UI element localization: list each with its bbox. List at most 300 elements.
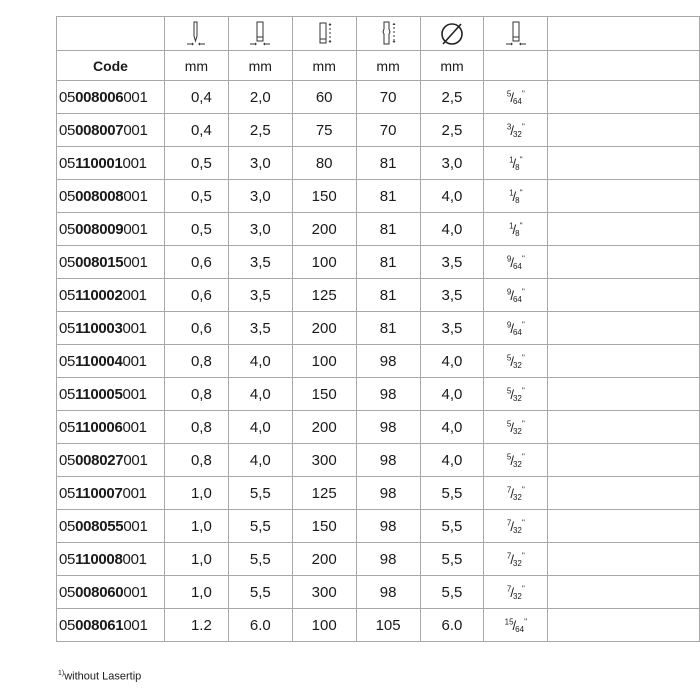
- table-row: [57, 147, 700, 180]
- table-row: [57, 576, 700, 609]
- fraction: [507, 288, 525, 303]
- overall-length-cell: 81: [356, 213, 420, 246]
- inch-mark: '': [521, 518, 525, 528]
- unit-label: mm: [228, 51, 292, 81]
- code-prefix: 05: [59, 352, 76, 370]
- fraction-denominator: 32: [512, 558, 522, 568]
- inch-mark: '': [521, 386, 525, 396]
- code-cell: [57, 411, 165, 444]
- inch-mark: '': [521, 254, 525, 264]
- overall-length-cell: 98: [356, 576, 420, 609]
- fraction-slash: /: [510, 584, 514, 600]
- thickness-cell: [164, 345, 228, 378]
- length-cell: 125: [292, 279, 356, 312]
- code-suffix: 001: [123, 616, 148, 634]
- empty-cell: [548, 213, 700, 246]
- thickness-value: 0,8: [190, 418, 212, 436]
- thickness-value: 0,4: [190, 88, 212, 106]
- overall-length-cell: 98: [356, 510, 420, 543]
- length-cell: 80: [292, 147, 356, 180]
- fraction-slash: /: [510, 452, 514, 468]
- fraction-cell: [484, 477, 548, 510]
- inch-mark: '': [521, 122, 525, 132]
- code-main: 110006: [75, 418, 123, 436]
- fraction-numerator: 7: [506, 584, 512, 594]
- thickness-cell: [164, 246, 228, 279]
- code-main: 008027: [75, 451, 124, 469]
- empty-cell: [548, 477, 700, 510]
- code-cell: [57, 543, 165, 576]
- code-prefix: 05: [59, 88, 76, 106]
- diameter-cell: 5,5: [420, 576, 484, 609]
- width-cell: 5,5: [228, 576, 292, 609]
- code-main: 110001: [75, 154, 123, 172]
- fraction-slash: /: [510, 320, 514, 336]
- table-row: [57, 279, 700, 312]
- code-suffix: 001: [123, 121, 148, 139]
- blade-thickness-icon: [183, 20, 209, 48]
- code-suffix: 001: [122, 550, 147, 568]
- overall-length-cell: 81: [356, 180, 420, 213]
- code-prefix: 05: [59, 616, 76, 634]
- length-cell: 150: [292, 510, 356, 543]
- fraction-numerator: 5: [506, 419, 512, 429]
- fraction: [507, 519, 525, 534]
- diameter-cell: 3,5: [420, 246, 484, 279]
- footnote: [58, 670, 141, 683]
- code-suffix: 001: [122, 385, 147, 403]
- width-cell: 3,0: [228, 180, 292, 213]
- thickness-value: 0,6: [190, 253, 212, 271]
- length-cell: 100: [292, 345, 356, 378]
- fraction-denominator: 32: [512, 492, 522, 502]
- overall-length-cell: 98: [356, 543, 420, 576]
- fraction-numerator: 9: [506, 320, 512, 330]
- fraction-cell: [484, 411, 548, 444]
- table-row: [57, 510, 700, 543]
- empty-header-cell: [548, 17, 700, 51]
- code-main: 110002: [75, 286, 123, 304]
- code-main: 008060: [75, 583, 124, 601]
- table-row: [57, 312, 700, 345]
- fraction: [505, 618, 528, 633]
- width-cell: 5,5: [228, 543, 292, 576]
- fraction-denominator: 32: [512, 360, 522, 370]
- code-prefix: 05: [59, 187, 76, 205]
- spec-table: [56, 16, 700, 642]
- thickness-value: 0,8: [190, 352, 212, 370]
- code-prefix: 05: [59, 418, 76, 436]
- fraction-denominator: 64: [512, 294, 522, 304]
- width-cell: 5,5: [228, 477, 292, 510]
- table-row: [57, 180, 700, 213]
- fraction-slash: /: [510, 287, 514, 303]
- thickness-cell: [164, 510, 228, 543]
- empty-cell: [548, 609, 700, 642]
- empty-cell: [548, 81, 700, 114]
- thickness-value: 0,5: [190, 187, 212, 205]
- fraction-numerator: 1: [509, 188, 514, 198]
- thickness-cell: [164, 180, 228, 213]
- fraction-slash: /: [510, 551, 514, 567]
- code-cell: [57, 345, 165, 378]
- fraction-numerator: 15: [504, 617, 514, 627]
- length-cell: 125: [292, 477, 356, 510]
- thickness-value: 0,5: [190, 154, 212, 172]
- fraction-numerator: 5: [506, 89, 512, 99]
- table-row: [57, 213, 700, 246]
- fraction: [507, 420, 525, 435]
- length-cell: 60: [292, 81, 356, 114]
- code-suffix: 001: [122, 154, 147, 172]
- fraction-denominator: 64: [512, 261, 522, 271]
- fraction-slash: /: [510, 518, 514, 534]
- diameter-cell: 4,0: [420, 378, 484, 411]
- fraction-numerator: 9: [506, 287, 512, 297]
- fraction: [507, 552, 525, 567]
- code-cell: [57, 147, 165, 180]
- inch-mark: '': [521, 584, 525, 594]
- code-suffix: 001: [123, 253, 148, 271]
- fraction-cell: [484, 279, 548, 312]
- width-cell: 6.0: [228, 609, 292, 642]
- overall-length-cell: 98: [356, 378, 420, 411]
- length-cell: 300: [292, 444, 356, 477]
- code-cell: [57, 180, 165, 213]
- thickness-cell: [164, 114, 228, 147]
- code-prefix: 05: [59, 550, 76, 568]
- thickness-value: 1,0: [190, 517, 212, 535]
- code-prefix: 05: [59, 484, 76, 502]
- overall-length-cell: 105: [356, 609, 420, 642]
- table-row: [57, 114, 700, 147]
- fraction-numerator: 5: [506, 452, 512, 462]
- diameter-cell: 4,0: [420, 213, 484, 246]
- fraction-denominator: 64: [512, 96, 522, 106]
- width-cell: 3,5: [228, 312, 292, 345]
- blade-width-header: [228, 17, 292, 51]
- fraction: [507, 255, 525, 270]
- thickness-cell: [164, 213, 228, 246]
- thickness-cell: [164, 279, 228, 312]
- diameter-cell: 3,5: [420, 312, 484, 345]
- length-cell: 200: [292, 411, 356, 444]
- diameter-cell: 2,5: [420, 114, 484, 147]
- fraction-cell: [484, 378, 548, 411]
- fraction-numerator: 3: [506, 122, 512, 132]
- code-suffix: 001: [123, 451, 148, 469]
- fraction-cell: [484, 81, 548, 114]
- table-row: [57, 411, 700, 444]
- diameter-cell: 4,0: [420, 411, 484, 444]
- code-main: 110008: [75, 550, 123, 568]
- inch-mark: '': [519, 155, 523, 165]
- fraction-slash: /: [510, 386, 514, 402]
- fraction-slash: /: [512, 221, 517, 237]
- fraction-denominator: 8: [515, 195, 520, 205]
- code-main: 110005: [75, 385, 123, 403]
- diameter-cell: 5,5: [420, 510, 484, 543]
- empty-cell: [548, 543, 700, 576]
- thickness-cell: [164, 147, 228, 180]
- blade-length-header: [292, 17, 356, 51]
- fraction-denominator: 32: [512, 426, 522, 436]
- overall-length-cell: 81: [356, 312, 420, 345]
- width-cell: 4,0: [228, 345, 292, 378]
- blade-width-icon: [247, 20, 273, 48]
- table-row: [57, 378, 700, 411]
- overall-length-cell: 98: [356, 444, 420, 477]
- thickness-cell: [164, 81, 228, 114]
- blade-length-icon: [311, 20, 337, 48]
- fraction-width-icon: [503, 20, 529, 48]
- code-prefix: 05: [59, 286, 76, 304]
- empty-header-cell: [57, 17, 165, 51]
- fraction: [507, 387, 525, 402]
- inch-mark: '': [521, 419, 525, 429]
- code-main: 008015: [75, 253, 124, 271]
- code-suffix: 001: [123, 187, 148, 205]
- footnote-marker: 1): [58, 670, 65, 677]
- fraction-numerator: 5: [506, 386, 512, 396]
- overall-length-cell: 70: [356, 114, 420, 147]
- length-cell: 100: [292, 609, 356, 642]
- code-prefix: 05: [59, 121, 76, 139]
- fraction-denominator: 64: [515, 624, 525, 634]
- overall-length-cell: 81: [356, 246, 420, 279]
- fraction-slash: /: [510, 353, 514, 369]
- thickness-value: 1,0: [190, 583, 212, 601]
- thickness-cell: [164, 609, 228, 642]
- code-cell: [57, 246, 165, 279]
- thickness-value: 0,8: [190, 385, 212, 403]
- overall-length-cell: 70: [356, 81, 420, 114]
- code-cell: [57, 378, 165, 411]
- diameter-cell: 4,0: [420, 180, 484, 213]
- thickness-value: 1.2: [190, 616, 212, 634]
- width-cell: 3,0: [228, 147, 292, 180]
- diameter-cell: 2,5: [420, 81, 484, 114]
- diameter-icon: [437, 20, 467, 48]
- fraction-cell: [484, 543, 548, 576]
- code-cell: [57, 213, 165, 246]
- fraction: [507, 585, 525, 600]
- diameter-cell: 5,5: [420, 477, 484, 510]
- fraction-numerator: 1: [509, 155, 514, 165]
- fraction-cell: [484, 345, 548, 378]
- length-cell: 300: [292, 576, 356, 609]
- inch-mark: '': [521, 353, 525, 363]
- code-suffix: 001: [123, 220, 148, 238]
- code-cell: [57, 81, 165, 114]
- fraction-slash: /: [512, 188, 517, 204]
- code-suffix: 001: [122, 319, 147, 337]
- table-row: [57, 345, 700, 378]
- length-cell: 150: [292, 378, 356, 411]
- thickness-value: 0,8: [190, 451, 212, 469]
- inch-mark: '': [521, 551, 525, 561]
- thickness-value: 0,5: [190, 220, 212, 238]
- overall-length-cell: 98: [356, 345, 420, 378]
- fraction-cell: [484, 213, 548, 246]
- fraction-numerator: 7: [506, 518, 512, 528]
- inch-mark: '': [524, 617, 528, 627]
- width-cell: 4,0: [228, 378, 292, 411]
- table-row: [57, 543, 700, 576]
- width-cell: 2,0: [228, 81, 292, 114]
- fraction: [507, 321, 525, 336]
- code-main: 110003: [75, 319, 123, 337]
- diameter-cell: 5,5: [420, 543, 484, 576]
- empty-cell: [548, 147, 700, 180]
- code-cell: [57, 114, 165, 147]
- code-prefix: 05: [59, 451, 76, 469]
- fraction-denominator: 64: [512, 327, 522, 337]
- fraction: [507, 453, 525, 468]
- fraction-denominator: 32: [512, 591, 522, 601]
- length-cell: 200: [292, 543, 356, 576]
- fraction-slash: /: [510, 254, 514, 270]
- width-cell: 3,0: [228, 213, 292, 246]
- fraction-slash: /: [510, 485, 514, 501]
- table-row: [57, 444, 700, 477]
- thickness-value: 1,0: [190, 550, 212, 568]
- empty-cell: [548, 345, 700, 378]
- code-cell: [57, 279, 165, 312]
- thickness-value: 1,0: [190, 484, 212, 502]
- empty-cell: [548, 180, 700, 213]
- code-header: Code: [57, 51, 165, 81]
- code-cell: [57, 576, 165, 609]
- table-row: [57, 477, 700, 510]
- empty-cell: [548, 114, 700, 147]
- diameter-header: [420, 17, 484, 51]
- fraction-numerator: 5: [506, 353, 512, 363]
- overall-length-cell: 98: [356, 477, 420, 510]
- diameter-cell: 6.0: [420, 609, 484, 642]
- fraction-width-header: [484, 17, 548, 51]
- code-prefix: 05: [59, 154, 76, 172]
- fraction-numerator: 7: [506, 485, 512, 495]
- empty-cell: [548, 246, 700, 279]
- code-prefix: 05: [59, 319, 76, 337]
- empty-cell: [548, 510, 700, 543]
- fraction-slash: /: [512, 617, 517, 633]
- fraction-cell: [484, 576, 548, 609]
- code-suffix: 001: [122, 352, 147, 370]
- empty-cell: [548, 378, 700, 411]
- fraction-cell: [484, 510, 548, 543]
- fraction-slash: /: [510, 122, 514, 138]
- thickness-cell: [164, 576, 228, 609]
- code-suffix: 001: [123, 88, 148, 106]
- code-main: 008055: [75, 517, 124, 535]
- code-prefix: 05: [59, 220, 76, 238]
- length-cell: 150: [292, 180, 356, 213]
- code-main: 008008: [75, 187, 124, 205]
- width-cell: 2,5: [228, 114, 292, 147]
- thickness-cell: [164, 444, 228, 477]
- fraction-numerator: 7: [506, 551, 512, 561]
- length-cell: 75: [292, 114, 356, 147]
- width-cell: 4,0: [228, 444, 292, 477]
- width-cell: 5,5: [228, 510, 292, 543]
- inch-mark: '': [521, 452, 525, 462]
- code-cell: [57, 477, 165, 510]
- thickness-value: 0,4: [190, 121, 212, 139]
- thickness-cell: [164, 378, 228, 411]
- fraction-denominator: 32: [512, 459, 522, 469]
- fraction-numerator: 1: [509, 221, 514, 231]
- fraction-cell: [484, 312, 548, 345]
- length-cell: 200: [292, 312, 356, 345]
- unit-label: mm: [164, 51, 228, 81]
- code-cell: [57, 510, 165, 543]
- inch-mark: '': [521, 287, 525, 297]
- overall-length-cell: 98: [356, 411, 420, 444]
- fraction: [507, 486, 525, 501]
- code-main: 110007: [75, 484, 123, 502]
- fraction-denominator: 8: [515, 228, 520, 238]
- overall-length-cell: 81: [356, 279, 420, 312]
- table-row: [57, 81, 700, 114]
- unit-label: mm: [356, 51, 420, 81]
- thickness-cell: [164, 477, 228, 510]
- fraction-slash: /: [510, 419, 514, 435]
- empty-cell: [548, 576, 700, 609]
- code-main: 008006: [75, 88, 124, 106]
- fraction-denominator: 32: [512, 525, 522, 535]
- code-cell: [57, 444, 165, 477]
- code-suffix: 001: [123, 517, 148, 535]
- blade-thickness-header: [164, 17, 228, 51]
- fraction-slash: /: [512, 155, 517, 171]
- thickness-value: 0,6: [190, 286, 212, 304]
- icon-header-row: [57, 17, 700, 51]
- fraction: [507, 90, 525, 105]
- footnote-text: without Lasertip: [64, 670, 142, 683]
- inch-mark: '': [521, 320, 525, 330]
- overall-length-header: [356, 17, 420, 51]
- diameter-cell: 3,0: [420, 147, 484, 180]
- thickness-cell: [164, 543, 228, 576]
- thickness-cell: [164, 312, 228, 345]
- unit-header-row: [57, 51, 700, 81]
- width-cell: 3,5: [228, 246, 292, 279]
- code-main: 110004: [75, 352, 123, 370]
- length-cell: 100: [292, 246, 356, 279]
- fraction-cell: [484, 609, 548, 642]
- empty-header-cell: [548, 51, 700, 81]
- overall-length-icon: [375, 20, 401, 48]
- fraction-denominator: 32: [512, 129, 522, 139]
- code-cell: [57, 609, 165, 642]
- table-row: [57, 246, 700, 279]
- fraction-cell: [484, 114, 548, 147]
- inch-mark: '': [519, 188, 523, 198]
- fraction-numerator: 9: [506, 254, 512, 264]
- width-cell: 3,5: [228, 279, 292, 312]
- thickness-value: 0,6: [190, 319, 212, 337]
- overall-length-cell: 81: [356, 147, 420, 180]
- unit-label: mm: [292, 51, 356, 81]
- length-cell: 200: [292, 213, 356, 246]
- empty-cell: [548, 312, 700, 345]
- code-prefix: 05: [59, 253, 76, 271]
- diameter-cell: 4,0: [420, 345, 484, 378]
- fraction: [509, 156, 523, 171]
- fraction-cell: [484, 147, 548, 180]
